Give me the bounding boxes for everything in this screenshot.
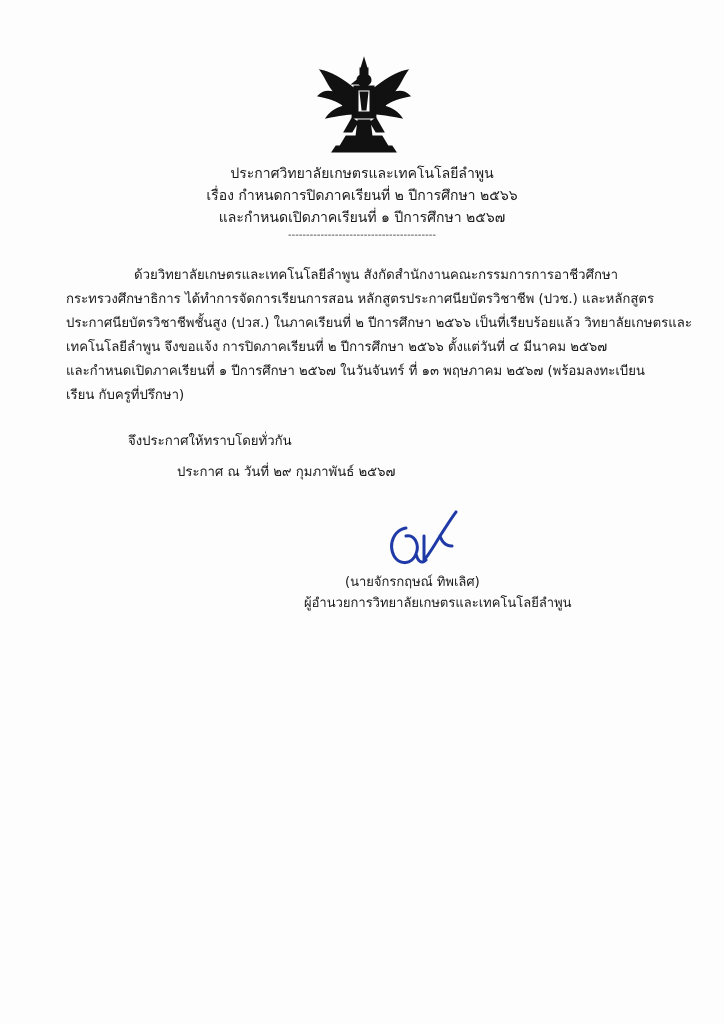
body-paragraph-line: ด้วยวิทยาลัยเกษตรและเทคโนโลยีลำพูน สังกัดสำนักงานคณะกรรมการการอาชีวศึกษา [134,268,619,283]
announcement-date: ประกาศ ณ วันที่ ๒๙ กุมภาพันธ์ ๒๕๖๗ [177,465,396,480]
garuda-emblem-icon [316,56,412,154]
announcement-statement: จึงประกาศให้ทราบโดยทั่วกัน [128,434,292,449]
body-paragraph-line: และกำหนดเปิดภาคเรียนที่ ๑ ปีการศึกษา ๒๕๖๗ ในวันจันทร์ ที่ ๑๓ พฤษภาคม ๒๕๖๗ (พร้อมลงทะเบียน [66,364,645,379]
announcement-title: ประกาศวิทยาลัยเกษตรและเทคโนโลยีลำพูน [230,166,494,182]
announcement-subject-continued: และกำหนดเปิดภาคเรียนที่ ๑ ปีการศึกษา ๒๕๖๗ [218,210,506,226]
body-paragraph-line: เทคโนโลยีลำพูน จึงขอแจ้ง การปิดภาคเรียนที่ ๒ ปีการศึกษา ๒๕๖๖ ตั้งแต่วันที่ ๔ มีนาคม ๒๕๖๗ [66,340,608,355]
signatory-title: ผู้อำนวยการวิทยาลัยเกษตรและเทคโนโลยีลำพูน [304,596,572,611]
separator-line: ----------------------------------------- [288,230,436,241]
body-paragraph-line: กระทรวงศึกษาธิการ ได้ทำการจัดการเรียนการสอน หลักสูตรประกาศนียบัตรวิชาชีพ (ปวช.) และหลักสูตร [66,292,655,307]
body-paragraph-line: เรียน กับครูที่ปรึกษา) [66,388,185,403]
body-paragraph-line: ประกาศนียบัตรวิชาชีพชั้นสูง (ปวส.) ในภาคเรียนที่ ๒ ปีการศึกษา ๒๕๖๖ เป็นที่เรียบร้อยแล้ว วิทยาลัยเกษตรและ [66,316,692,331]
signatory-name: (นายจักรกฤษณ์ ทิพเลิศ) [345,575,480,590]
signature-icon [384,506,460,574]
announcement-subject: เรื่อง กำหนดการปิดภาคเรียนที่ ๒ ปีการศึกษา ๒๕๖๖ [206,188,518,204]
